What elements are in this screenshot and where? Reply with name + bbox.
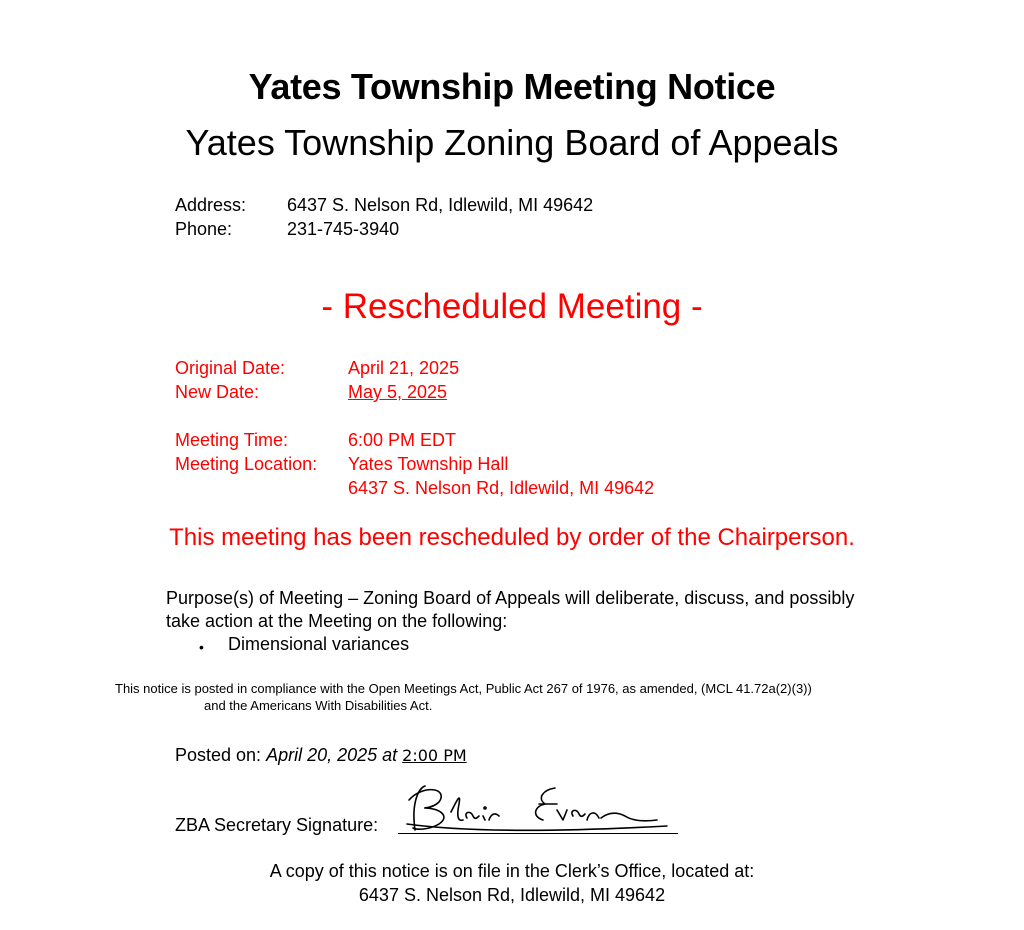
meeting-location-line2: 6437 S. Nelson Rd, Idlewild, MI 49642 (348, 478, 655, 498)
original-date-label: Original Date: (175, 358, 286, 378)
posted-on (175, 745, 467, 766)
page-subtitle: Yates Township Zoning Board of Appeals (185, 122, 839, 163)
new-date-label: New Date: (175, 382, 260, 402)
posted-label: Posted on: (175, 745, 267, 765)
meeting-location-label: Meeting Location: (175, 454, 318, 474)
page-title: Yates Township Meeting Notice (248, 66, 776, 107)
meeting-time-label: Meeting Time: (175, 430, 289, 450)
phone-value: 231-745-3940 (287, 219, 400, 239)
reschedule-notice: This meeting has been rescheduled by order of the Chairperson. (169, 524, 855, 551)
phone-label: Phone: (175, 219, 233, 239)
meeting-time-value: 6:00 PM EDT (348, 430, 457, 450)
purpose-item: Dimensional variances (228, 634, 410, 654)
address-label: Address: (175, 195, 247, 215)
purpose-line1: Purpose(s) of Meeting – Zoning Board of Appeals will deliberate, discuss, and possibly (166, 588, 855, 608)
compliance-line1: This notice is posted in compliance with the Open Meetings Act, Public Act 267 of 1976, as amended, (MCL 41.72a(2)(3)) (115, 681, 812, 696)
address-value: 6437 S. Nelson Rd, Idlewild, MI 49642 (287, 195, 594, 215)
rescheduled-heading: - Rescheduled Meeting - (321, 287, 703, 326)
compliance-line2: and the Americans With Disabilities Act. (204, 698, 433, 713)
meeting-location-line1: Yates Township Hall (348, 454, 509, 474)
original-date-value: April 21, 2025 (348, 358, 460, 378)
posted-date: April 20, 2025 at (266, 745, 403, 765)
footer-line2: 6437 S. Nelson Rd, Idlewild, MI 49642 (358, 885, 666, 905)
handwritten-signature (405, 782, 675, 838)
purpose-line2: take action at the Meeting on the following: (166, 611, 508, 631)
new-date-value: May 5, 2025 (348, 382, 448, 402)
signature-label: ZBA Secretary Signature: (175, 815, 379, 835)
posted-time: 2:00 PM (402, 746, 467, 765)
footer-line1: A copy of this notice is on file in the Clerk’s Office, located at: (269, 861, 755, 881)
bullet-icon: • (199, 639, 204, 655)
